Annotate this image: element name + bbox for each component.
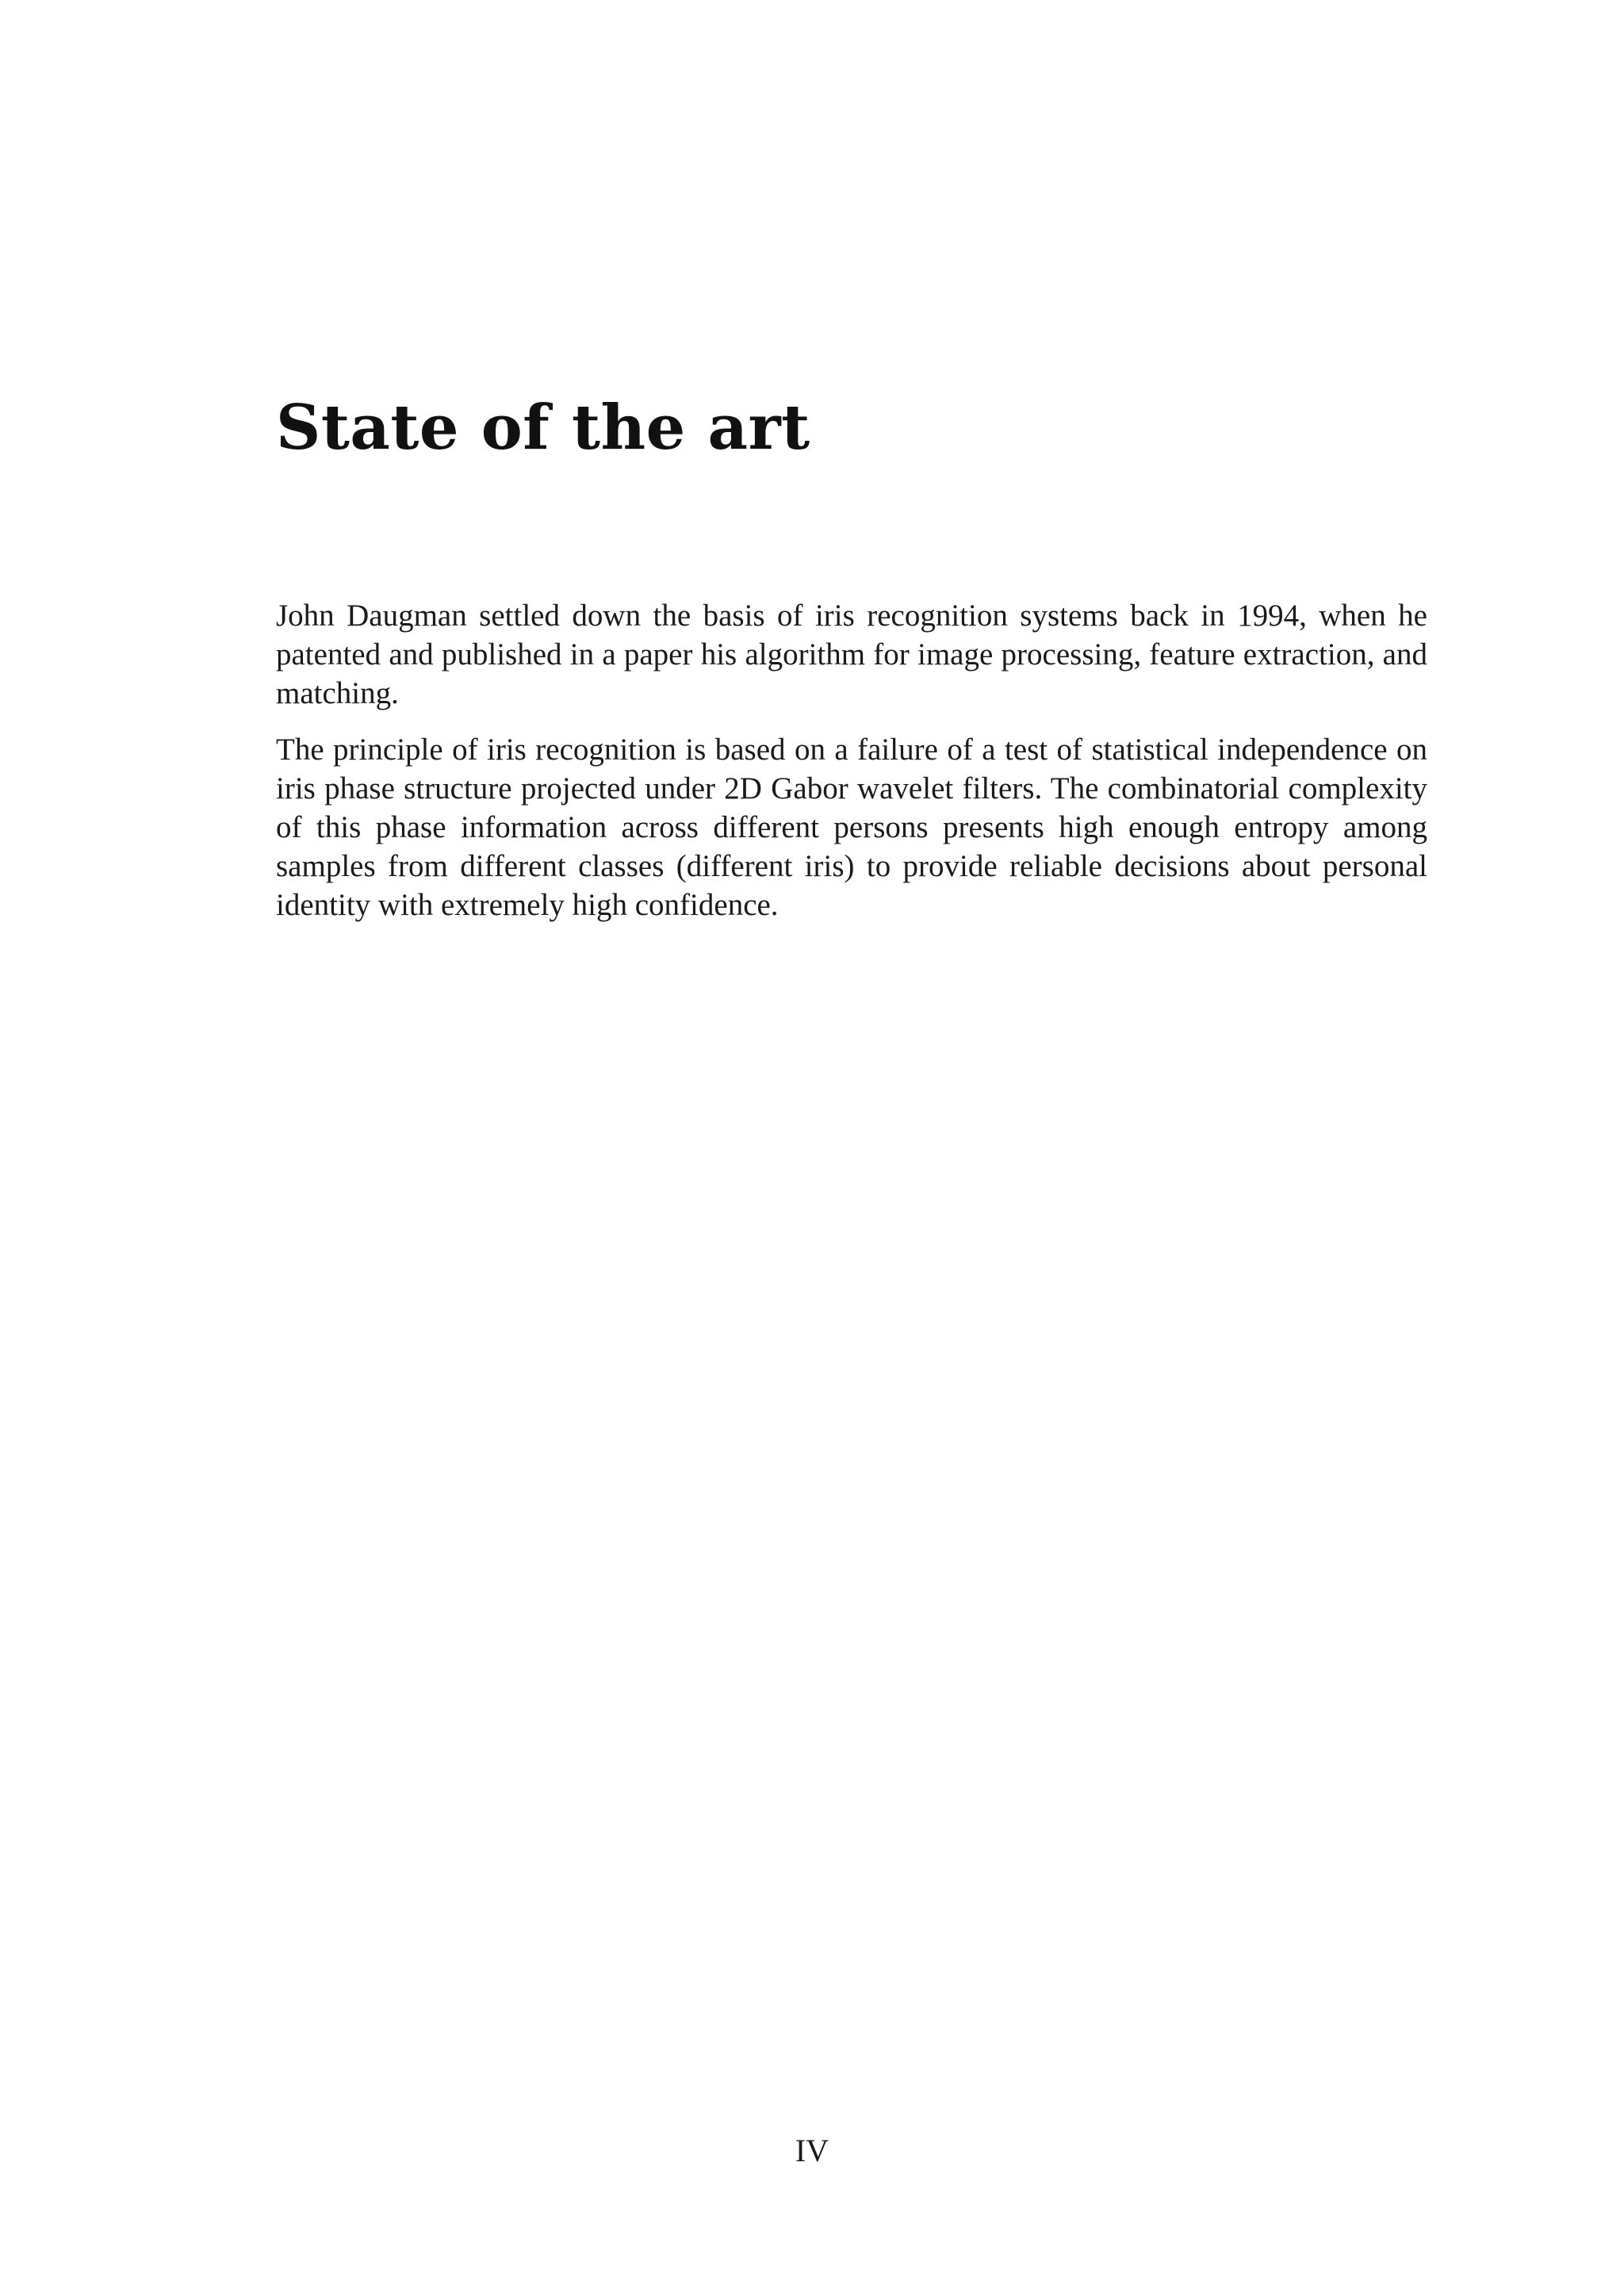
paragraph-daugman-history: John Daugman settled down the basis of iris recognition systems back in 1994, when he patented and published in a paper his algorithm for image processing, feature extraction, and matching. <box>276 599 1427 710</box>
paragraph-recognition-principle: The principle of iris recognition is based on a failure of a test of statistical independence on iris phase structure projected under 2D Gabor wavelet filters. The combinatorial complexity of this phase information across different persons presents high enough entropy among samples from different classes (different iris) to provide reliable decisions about personal identity with extremely high confidence. <box>276 733 1427 922</box>
chapter-title: State of the art <box>276 392 810 464</box>
page-number: IV <box>795 2133 829 2168</box>
body-text <box>276 596 1427 942</box>
